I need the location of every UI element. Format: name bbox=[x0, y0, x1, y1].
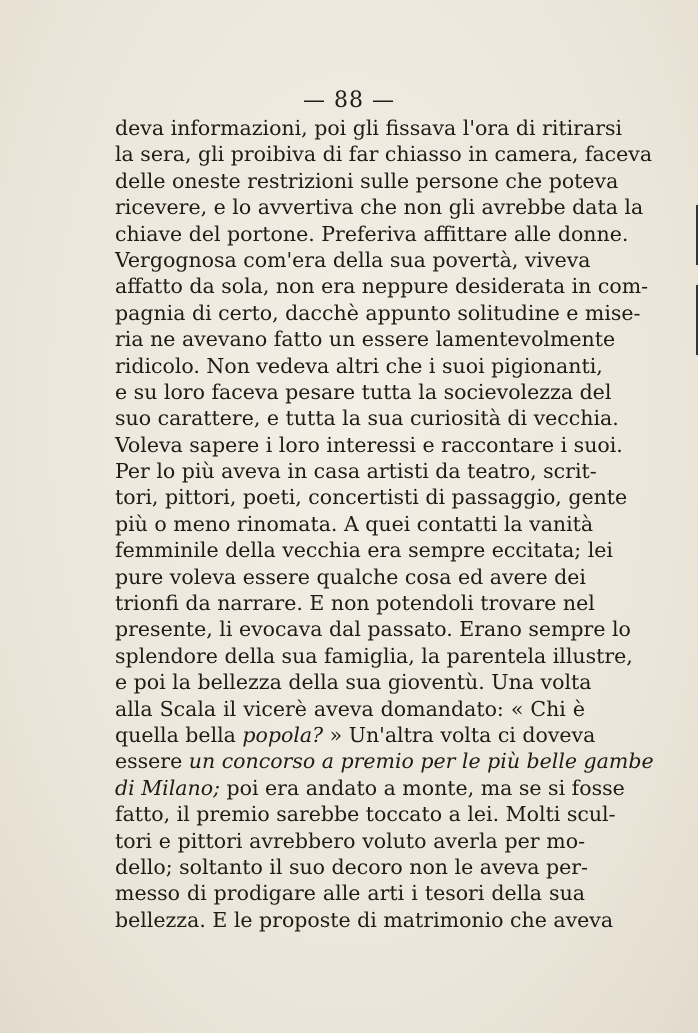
text-segment: chiave del portone. Preferiva affittare alle donne. bbox=[115, 221, 629, 246]
text-segment: femminile della vecchia era sempre eccitata; lei bbox=[115, 538, 613, 563]
text-line bbox=[115, 854, 588, 880]
text-line bbox=[115, 696, 585, 722]
text-segment: Voleva sapere i loro interessi e raccontare i suoi. bbox=[115, 432, 623, 457]
text-line bbox=[115, 353, 603, 379]
text-segment: essere bbox=[115, 749, 189, 774]
text-segment: alla Scala il vicerè aveva domandato: « Chi è bbox=[115, 696, 585, 721]
text-line bbox=[115, 273, 649, 299]
text-segment: fatto, il premio sarebbe toccato a lei. Molti scul- bbox=[115, 802, 616, 827]
text-segment: delle oneste restrizioni sulle persone che poteva bbox=[115, 168, 619, 193]
text-segment: più o meno rinomata. A quei contatti la vanità bbox=[115, 511, 594, 536]
text-segment: e poi la bellezza della sua gioventù. Una volta bbox=[115, 670, 592, 695]
text-segment: la sera, gli proibiva di far chiasso in camera, faceva bbox=[115, 142, 653, 167]
text-segment: ricevere, e lo avvertiva che non gli avrebbe data la bbox=[115, 195, 644, 220]
italic-segment: un concorso a premio per le più belle gambe bbox=[188, 749, 654, 774]
text-segment: affatto da sola, non era neppure desiderata in com- bbox=[115, 274, 649, 299]
text-line bbox=[115, 194, 644, 220]
text-segment: presente, li evocava dal passato. Erano sempre lo bbox=[115, 617, 631, 642]
text-line bbox=[115, 828, 585, 854]
page-number: — 88 — bbox=[303, 88, 395, 113]
text-line bbox=[115, 326, 616, 352]
text-line bbox=[115, 801, 616, 827]
text-line bbox=[115, 537, 613, 563]
text-segment: quella bella bbox=[115, 722, 243, 747]
text-segment: Per lo più aveva in casa artisti da teatro, scrit- bbox=[115, 459, 597, 484]
text-segment: Vergognosa com'era della sua povertà, viveva bbox=[115, 247, 591, 272]
text-line bbox=[115, 880, 585, 906]
italic-segment: popola? bbox=[242, 722, 324, 747]
text-line bbox=[115, 484, 628, 510]
text-segment: dello; soltanto il suo decoro non le aveva per- bbox=[115, 854, 588, 879]
text-line bbox=[115, 405, 619, 431]
text-line bbox=[115, 775, 625, 801]
text-line bbox=[115, 168, 619, 194]
text-line bbox=[115, 247, 591, 273]
text-segment: deva informazioni, poi gli fissava l'ora di ritirarsi bbox=[115, 116, 623, 140]
text-line bbox=[115, 669, 592, 695]
text-segment: messo di prodigare alle arti i tesori della sua bbox=[115, 881, 585, 906]
text-segment: pagnia di certo, dacchè appunto solitudine e mise- bbox=[115, 300, 641, 325]
body-text bbox=[115, 115, 654, 933]
text-segment: e su loro faceva pesare tutta la socievolezza del bbox=[115, 379, 612, 404]
text-segment: ria ne avevano fatto un essere lamentevolmente bbox=[115, 327, 616, 352]
text-line bbox=[115, 511, 594, 537]
text-line bbox=[115, 907, 614, 933]
text-segment: poi era andato a monte, ma se si fosse bbox=[219, 775, 625, 800]
text-segment: tori e pittori avrebbero voluto averla per mo- bbox=[115, 828, 585, 853]
text-line bbox=[115, 616, 631, 642]
text-segment: pure voleva essere qualche cosa ed avere dei bbox=[115, 564, 586, 589]
text-line bbox=[115, 748, 654, 774]
text-segment: » Un'altra volta ci doveva bbox=[323, 722, 596, 747]
text-segment: ridicolo. Non vedeva altri che i suoi pigionanti, bbox=[115, 353, 603, 378]
italic-segment: di Milano; bbox=[115, 775, 220, 800]
text-segment: suo carattere, e tutta la sua curiosità di vecchia. bbox=[115, 406, 619, 431]
text-segment: bellezza. E le proposte di matrimonio che aveva bbox=[115, 907, 614, 932]
text-line bbox=[115, 590, 595, 616]
text-segment: splendore della sua famiglia, la parentela illustre, bbox=[115, 643, 633, 668]
text-line bbox=[115, 564, 585, 590]
text-line bbox=[115, 643, 633, 669]
text-line bbox=[115, 300, 641, 326]
text-line bbox=[115, 432, 623, 458]
text-line bbox=[115, 115, 623, 141]
text-segment: tori, pittori, poeti, concertisti di passaggio, gente bbox=[115, 485, 628, 510]
text-line bbox=[115, 221, 629, 247]
text-line bbox=[115, 141, 653, 167]
text-line bbox=[115, 722, 596, 748]
text-line bbox=[115, 458, 597, 484]
text-segment: trionfi da narrare. E non potendoli trovare nel bbox=[115, 591, 595, 616]
text-line bbox=[115, 379, 612, 405]
